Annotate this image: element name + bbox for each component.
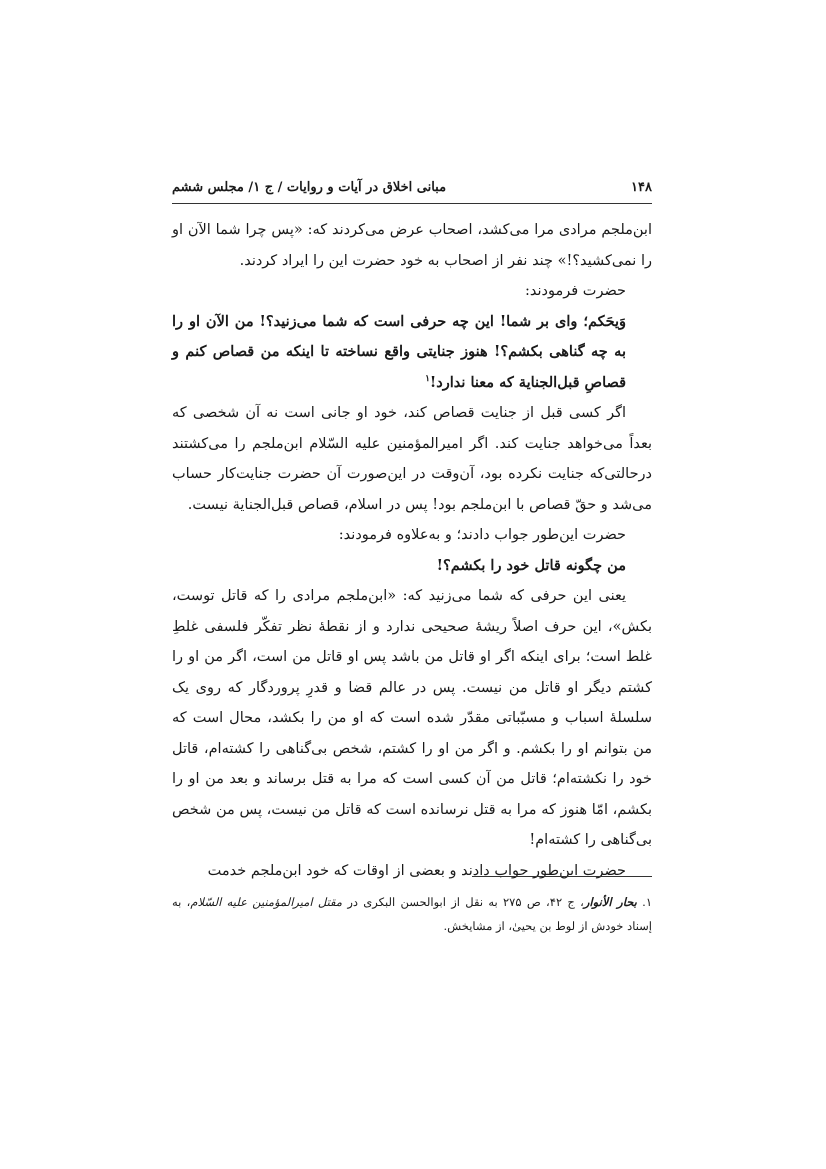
footnote-ref-1: ۱: [425, 373, 430, 384]
footnote-1-number: ۱.: [642, 895, 653, 909]
paragraph-1: ابن‌ملجم مرادی مرا می‌کشد، اصحاب عرض می‌کردند که: «پس چرا شما الآن او را نمی‌کشید؟!» چند نفر از اصحاب به خود حضرت این را ایراد کردند.: [172, 222, 652, 269]
main-text: [172, 215, 652, 886]
quote-1: [172, 307, 652, 399]
quote-2: من چگونه قاتل خود را بکشم؟!: [436, 556, 626, 574]
paragraph-6: حضرت این‌طور جواب دادند و بعضی از اوقات که خود ابن‌ملجم خدمت: [207, 862, 626, 879]
footnote-1-source: بحار الأنوار: [583, 895, 637, 909]
quote-1-text: وَیحَکم؛ وای بر شما! این چه حرفی است که شما می‌زنید؟! من الآن او را به چه گناهی بکشم؟! هنوز جنایتی واقع نساخته تا اینکه من قصاص کنم و قصاصِ قبل‌الجنایة که معنا ندارد!: [172, 312, 626, 391]
page-number: ۱۴۸: [631, 180, 652, 195]
footnote-divider: [472, 876, 652, 877]
footnote-1-part2: ، به إسناد خودش از لوط بن یحییٰ، از مشایخش.: [172, 895, 652, 933]
footnote-1-italic: مقتل امیرالمؤمنین علیه السّلام: [190, 895, 343, 909]
running-title: مبانی اخلاق در آیات و روایات / ج ۱/ مجلس ششم: [172, 180, 447, 195]
paragraph-3: اگر کسی قبل از جنایت قصاص کند، خود او جانی است نه آن شخصی که بعداً می‌خواهد جنایت کند. اگر امیرالمؤمنین علیه السّلام ابن‌ملجم را می‌کشتند درحالتی‌که جنایت نکرده بود، آن‌وقت در این‌صورت آن حضرت جنایت‌کار حساب می‌شد و حقّ قصاص با ابن‌ملجم بود! پس در اسلام، قصاص قبل‌الجنایة نیست.: [172, 405, 652, 513]
paragraph-5: یعنی این حرفی که شما می‌زنید که: «ابن‌ملجم مرادی را که قاتل توست، بکش»، این حرف اصلاً ریشهٔ صحیحی ندارد و از نقطهٔ نظر تفکّر فلسفی غلطِ غلط است؛ برای اینکه اگر او قاتل من باشد پس او قاتل من است، اگر من او را کشتم دیگر او قاتل من نیست. پس در عالم قضا و قدرِ پروردگار که روی یک سلسلهٔ اسباب و مسبّباتی مقدّر شده است که او من را بکشد، محال است که من بتوانم او را بکشم. و اگر من او را کشتم، شخص بی‌گناهی را کشته‌ام، قاتل خود را نکشته‌ام؛ قاتل من آن کسی است که مرا به قتل برساند و بعد من او را بکشم، امّا هنوز که مرا به قتل نرسانده است که قاتل من نیست، پس من شخص بی‌گناهی را کشته‌ام!: [172, 588, 652, 848]
paragraph-4: حضرت این‌طور جواب دادند؛ و به‌علاوه فرمودند:: [338, 527, 626, 543]
header-divider: [172, 203, 652, 204]
footnote-1: [172, 890, 652, 938]
footnotes: [172, 890, 652, 938]
footnote-1-part1: ، ج ۴۲، ص ۲۷۵ به نقل از ابوالحسن البکری در: [347, 895, 584, 909]
page-header: [172, 177, 652, 199]
paragraph-2: حضرت فرمودند:: [525, 283, 626, 299]
